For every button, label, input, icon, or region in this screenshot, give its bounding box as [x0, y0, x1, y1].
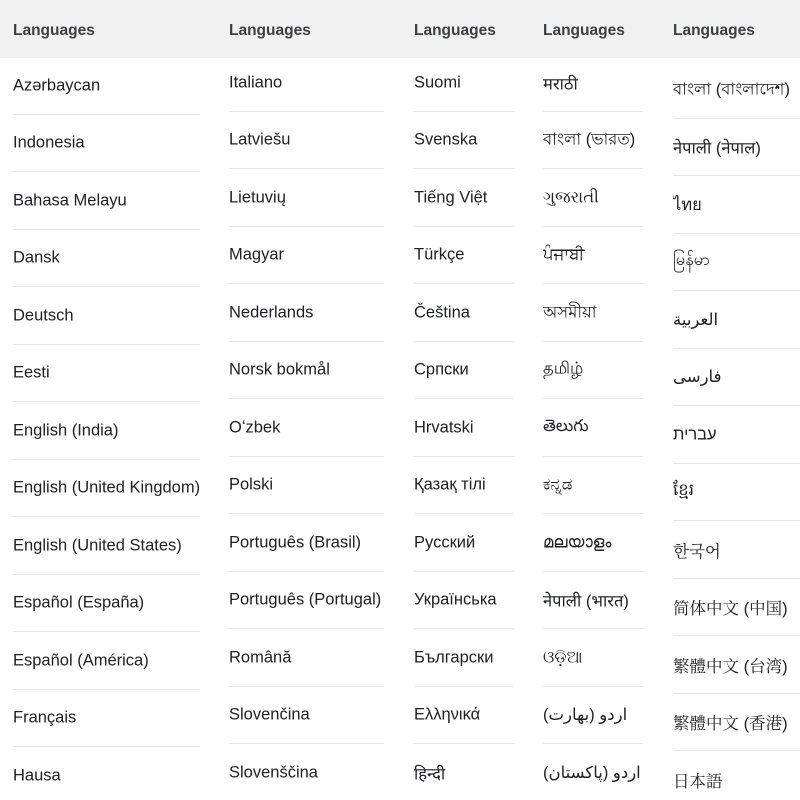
- language-column-1: [13, 0, 200, 800]
- language-option[interactable]: [543, 744, 643, 800]
- language-label: Polski: [229, 475, 274, 494]
- language-label: Lietuvių: [229, 188, 286, 207]
- language-option[interactable]: [229, 399, 384, 457]
- language-label: ខ្មែរ: [673, 481, 694, 500]
- language-label: English (United Kingdom): [13, 478, 200, 497]
- language-option[interactable]: [229, 457, 384, 515]
- language-label: Français: [13, 708, 77, 727]
- language-option[interactable]: [414, 572, 514, 630]
- language-option[interactable]: [673, 521, 800, 579]
- language-label: हिन्दी: [414, 765, 446, 784]
- language-label: Српски: [414, 360, 469, 379]
- language-option[interactable]: [229, 744, 384, 800]
- language-option[interactable]: [13, 402, 200, 460]
- language-option[interactable]: [13, 460, 200, 518]
- language-label: 한국어: [673, 542, 721, 561]
- language-label: Bahasa Melayu: [13, 191, 127, 210]
- language-label: 繁體中文 (台湾): [673, 657, 788, 676]
- language-option[interactable]: [13, 172, 200, 230]
- language-option[interactable]: [673, 61, 800, 119]
- language-label: Português (Brasil): [229, 533, 362, 552]
- language-label: Nederlands: [229, 303, 314, 322]
- language-label: ଓଡ଼ିଆ: [543, 648, 583, 667]
- language-option[interactable]: [414, 399, 514, 457]
- language-label: Deutsch: [13, 306, 74, 325]
- language-label: Norsk bokmål: [229, 360, 330, 379]
- language-list: [229, 54, 384, 800]
- language-label: Azərbaycan: [13, 76, 101, 95]
- language-column-5: [673, 0, 800, 800]
- language-label: Українська: [414, 590, 497, 609]
- language-label: অসমীয়া: [543, 303, 597, 322]
- language-option[interactable]: [673, 694, 800, 752]
- language-list: [414, 54, 514, 800]
- language-option[interactable]: [414, 342, 514, 400]
- language-label: Español (España): [13, 593, 145, 612]
- language-option[interactable]: [414, 687, 514, 745]
- language-option[interactable]: [543, 284, 643, 342]
- language-option[interactable]: [673, 176, 800, 234]
- language-option[interactable]: [414, 284, 514, 342]
- language-label: اردو (بھارت): [543, 706, 628, 725]
- language-option[interactable]: [13, 632, 200, 690]
- language-option[interactable]: [673, 234, 800, 292]
- language-label: اردو (پاکستان): [543, 763, 641, 782]
- language-label: فارسی: [673, 368, 722, 387]
- language-option[interactable]: [543, 572, 643, 630]
- language-label: नेपाली (नेपाल): [673, 139, 761, 158]
- language-option[interactable]: [543, 457, 643, 515]
- language-label: मराठी: [543, 75, 578, 94]
- language-column-3: [414, 0, 514, 800]
- language-label: Български: [414, 648, 494, 667]
- language-option[interactable]: [229, 342, 384, 400]
- language-label: ไทย: [673, 195, 702, 214]
- language-label: Ελληνικά: [414, 705, 481, 724]
- language-option[interactable]: [414, 744, 514, 800]
- language-label: ಕನ್ನಡ: [543, 475, 573, 494]
- language-option[interactable]: [229, 112, 384, 170]
- language-option[interactable]: [673, 464, 800, 522]
- language-option[interactable]: [414, 54, 514, 112]
- language-option[interactable]: [543, 399, 643, 457]
- language-label: বাংলা (বাংলাদেশ): [673, 80, 790, 99]
- language-option[interactable]: [13, 690, 200, 748]
- language-option[interactable]: [414, 514, 514, 572]
- language-option[interactable]: [229, 169, 384, 227]
- language-label: עברית: [673, 425, 717, 444]
- language-option[interactable]: [229, 514, 384, 572]
- language-label: Indonesia: [13, 133, 85, 152]
- language-option[interactable]: [13, 345, 200, 403]
- language-option[interactable]: [543, 629, 643, 687]
- language-option[interactable]: [543, 169, 643, 227]
- column-header: Languages: [414, 22, 496, 39]
- language-label: Hausa: [13, 766, 61, 785]
- language-option[interactable]: [13, 115, 200, 173]
- language-option[interactable]: [13, 747, 200, 800]
- language-label: বাংলা (ভারত): [543, 130, 636, 149]
- language-option[interactable]: [673, 119, 800, 177]
- language-label: Română: [229, 648, 292, 667]
- language-label: தமிழ்: [543, 359, 584, 378]
- language-option[interactable]: [13, 517, 200, 575]
- language-option[interactable]: [543, 514, 643, 572]
- language-label: English (United States): [13, 536, 182, 555]
- language-option[interactable]: [543, 54, 643, 112]
- language-column-2: [229, 0, 384, 800]
- language-label: Português (Portugal): [229, 590, 382, 609]
- language-label: Slovenčina: [229, 705, 310, 724]
- language-label: Dansk: [13, 248, 60, 267]
- language-option[interactable]: [543, 112, 643, 170]
- language-option[interactable]: [543, 342, 643, 400]
- language-option[interactable]: [414, 227, 514, 285]
- language-label: മലയാളം: [543, 533, 612, 552]
- language-option[interactable]: [543, 687, 643, 745]
- language-label: Magyar: [229, 245, 285, 264]
- language-option[interactable]: [229, 54, 384, 112]
- language-option[interactable]: [414, 112, 514, 170]
- language-label: 简体中文 (中国): [673, 600, 788, 619]
- language-label: 繁體中文 (香港): [673, 715, 788, 734]
- column-header: Languages: [13, 22, 95, 39]
- language-option[interactable]: [229, 227, 384, 285]
- language-list: [673, 61, 800, 800]
- language-option[interactable]: [414, 169, 514, 227]
- language-label: తెలుగు: [543, 416, 589, 435]
- language-label: Svenska: [414, 130, 478, 149]
- language-label: Español (América): [13, 651, 149, 670]
- language-option[interactable]: [673, 406, 800, 464]
- language-list: [543, 54, 643, 800]
- language-option[interactable]: [673, 291, 800, 349]
- language-label: ਪੰਜਾਬੀ: [543, 245, 585, 264]
- language-option[interactable]: [13, 287, 200, 345]
- language-label: ગુજરાતી: [543, 188, 599, 207]
- language-label: English (India): [13, 421, 119, 440]
- language-option[interactable]: [229, 629, 384, 687]
- language-label: Italiano: [229, 73, 283, 92]
- column-header: Languages: [229, 22, 311, 39]
- language-option[interactable]: [13, 575, 200, 633]
- language-label: Latviešu: [229, 130, 291, 149]
- language-option[interactable]: [414, 629, 514, 687]
- language-option[interactable]: [229, 687, 384, 745]
- column-header: Languages: [543, 22, 625, 39]
- language-option[interactable]: [229, 284, 384, 342]
- language-label: Қазақ тілі: [414, 475, 486, 494]
- language-label: မြန်မာ: [673, 251, 710, 270]
- column-header: Languages: [673, 22, 755, 39]
- language-label: Русский: [414, 533, 476, 552]
- language-list: [13, 57, 200, 800]
- language-label: Čeština: [414, 303, 470, 322]
- language-label: नेपाली (भारत): [543, 592, 629, 611]
- language-option[interactable]: [13, 230, 200, 288]
- language-label: 日本語: [673, 772, 723, 791]
- language-label: العربية: [673, 310, 719, 329]
- language-label: Suomi: [414, 73, 461, 92]
- language-option[interactable]: [414, 457, 514, 515]
- language-option[interactable]: [673, 751, 800, 800]
- language-option[interactable]: [543, 227, 643, 285]
- language-option[interactable]: [673, 579, 800, 637]
- language-label: Hrvatski: [414, 418, 474, 437]
- language-label: Oʻzbek: [229, 418, 281, 437]
- language-option[interactable]: [13, 57, 200, 115]
- language-label: Slovenščina: [229, 763, 318, 782]
- language-label: Türkçe: [414, 245, 465, 264]
- language-option[interactable]: [229, 572, 384, 630]
- language-label: Eesti: [13, 363, 50, 382]
- language-label: Tiếng Việt: [414, 188, 488, 207]
- language-column-4: [543, 0, 643, 800]
- language-option[interactable]: [673, 349, 800, 407]
- language-option[interactable]: [673, 636, 800, 694]
